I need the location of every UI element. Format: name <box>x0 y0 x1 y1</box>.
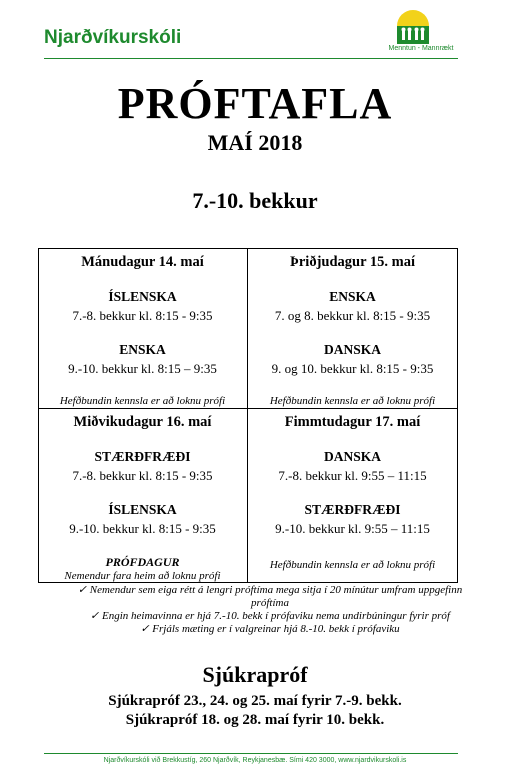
exam-time: 7. og 8. bekkur kl. 8:15 - 9:35 <box>274 308 431 323</box>
schedule-cell-tuesday <box>248 248 457 407</box>
subject-name: ENSKA <box>119 342 166 357</box>
exam-time: 7.-8. bekkur kl. 9:55 – 11:15 <box>278 468 427 483</box>
subject-name: DANSKA <box>323 449 381 464</box>
checkmark-icon: ✓ <box>140 623 153 635</box>
exam-time: 9.-10. bekkur kl. 8:15 – 9:35 <box>68 361 217 376</box>
exam-time: 9.-10. bekkur kl. 9:55 – 11:15 <box>275 521 430 536</box>
exam-time: 9. og 10. bekkur kl. 8:15 - 9:35 <box>271 361 434 376</box>
list-item: ✓ Engin heimavinna er hjá 7.-10. bekk í prófaviku nema undirbúningur fyrir próf <box>90 610 450 622</box>
day-heading: Fimmtudagur 17. maí <box>284 414 421 430</box>
subject-name: ÍSLENSKA <box>108 502 177 517</box>
grade-heading: 7.-10. bekkur <box>192 188 318 213</box>
checkmark-icon: ✓ <box>77 584 90 596</box>
list-item: ✓ Frjáls mæting er í valgreinar hjá 8.-10. bekk í prófaviku <box>140 623 400 635</box>
exam-time: 7.-8. bekkur kl. 8:15 - 9:35 <box>72 468 213 483</box>
exam-day-label: PRÓFDAGUR <box>105 555 180 569</box>
exam-time: 9.-10. bekkur kl. 8:15 - 9:35 <box>69 521 216 536</box>
schedule-cell-monday <box>38 248 247 407</box>
cell-note: Hefðbundin kennsla er að loknu prófi <box>269 395 436 407</box>
subject-name: STÆRÐFRÆÐI <box>94 449 191 464</box>
cell-note: Nemendur fara heim að loknu prófi <box>64 570 221 582</box>
exam-time: 7.-8. bekkur kl. 8:15 - 9:35 <box>72 308 213 323</box>
checkmark-icon: ✓ <box>90 610 102 622</box>
school-motto: Menntun - Mannrækt <box>388 45 454 52</box>
subject-name: STÆRÐFRÆÐI <box>304 502 401 517</box>
page-title: PRÓFTAFLA <box>117 79 393 128</box>
cell-note: Hefðbundin kennsla er að loknu prófi <box>269 559 436 571</box>
subject-name: ÍSLENSKA <box>108 289 177 304</box>
cell-note: Hefðbundin kennsla er að loknu prófi <box>59 395 226 407</box>
header-divider <box>44 58 458 59</box>
makeup-exams-heading: Sjúkrapróf <box>202 662 308 687</box>
schedule-cell-thursday <box>248 408 457 571</box>
day-heading: Miðvikudagur 16. maí <box>73 414 212 430</box>
footer-divider <box>44 753 458 754</box>
school-logo <box>391 4 435 46</box>
school-name: Njarðvíkurskóli <box>44 27 182 48</box>
day-heading: Þriðjudagur 15. maí <box>290 254 415 270</box>
subject-name: ENSKA <box>329 289 376 304</box>
makeup-exams-line: Sjúkrapróf 18. og 28. maí fyrir 10. bekk. <box>125 712 385 728</box>
list-item: ✓ Nemendur sem eiga rétt á lengri próftíma mega sitja í 20 mínútur umfram uppgefinn próftíma <box>77 584 463 609</box>
footer-address: Njarðvíkurskóli við Brekkustíg, 260 Njarðvík, Reykjanesbæ. Sími 420 3000, www.njardvikurskoli.is <box>103 757 407 764</box>
makeup-exams-line: Sjúkrapróf 23., 24. og 25. maí fyrir 7.-9. bekk. <box>108 693 402 709</box>
page-subtitle-month: MAÍ 2018 <box>207 130 303 155</box>
notes-list <box>60 584 480 636</box>
subject-name: DANSKA <box>323 342 381 357</box>
day-heading: Mánudagur 14. maí <box>81 254 204 270</box>
schedule-cell-wednesday <box>38 408 247 582</box>
